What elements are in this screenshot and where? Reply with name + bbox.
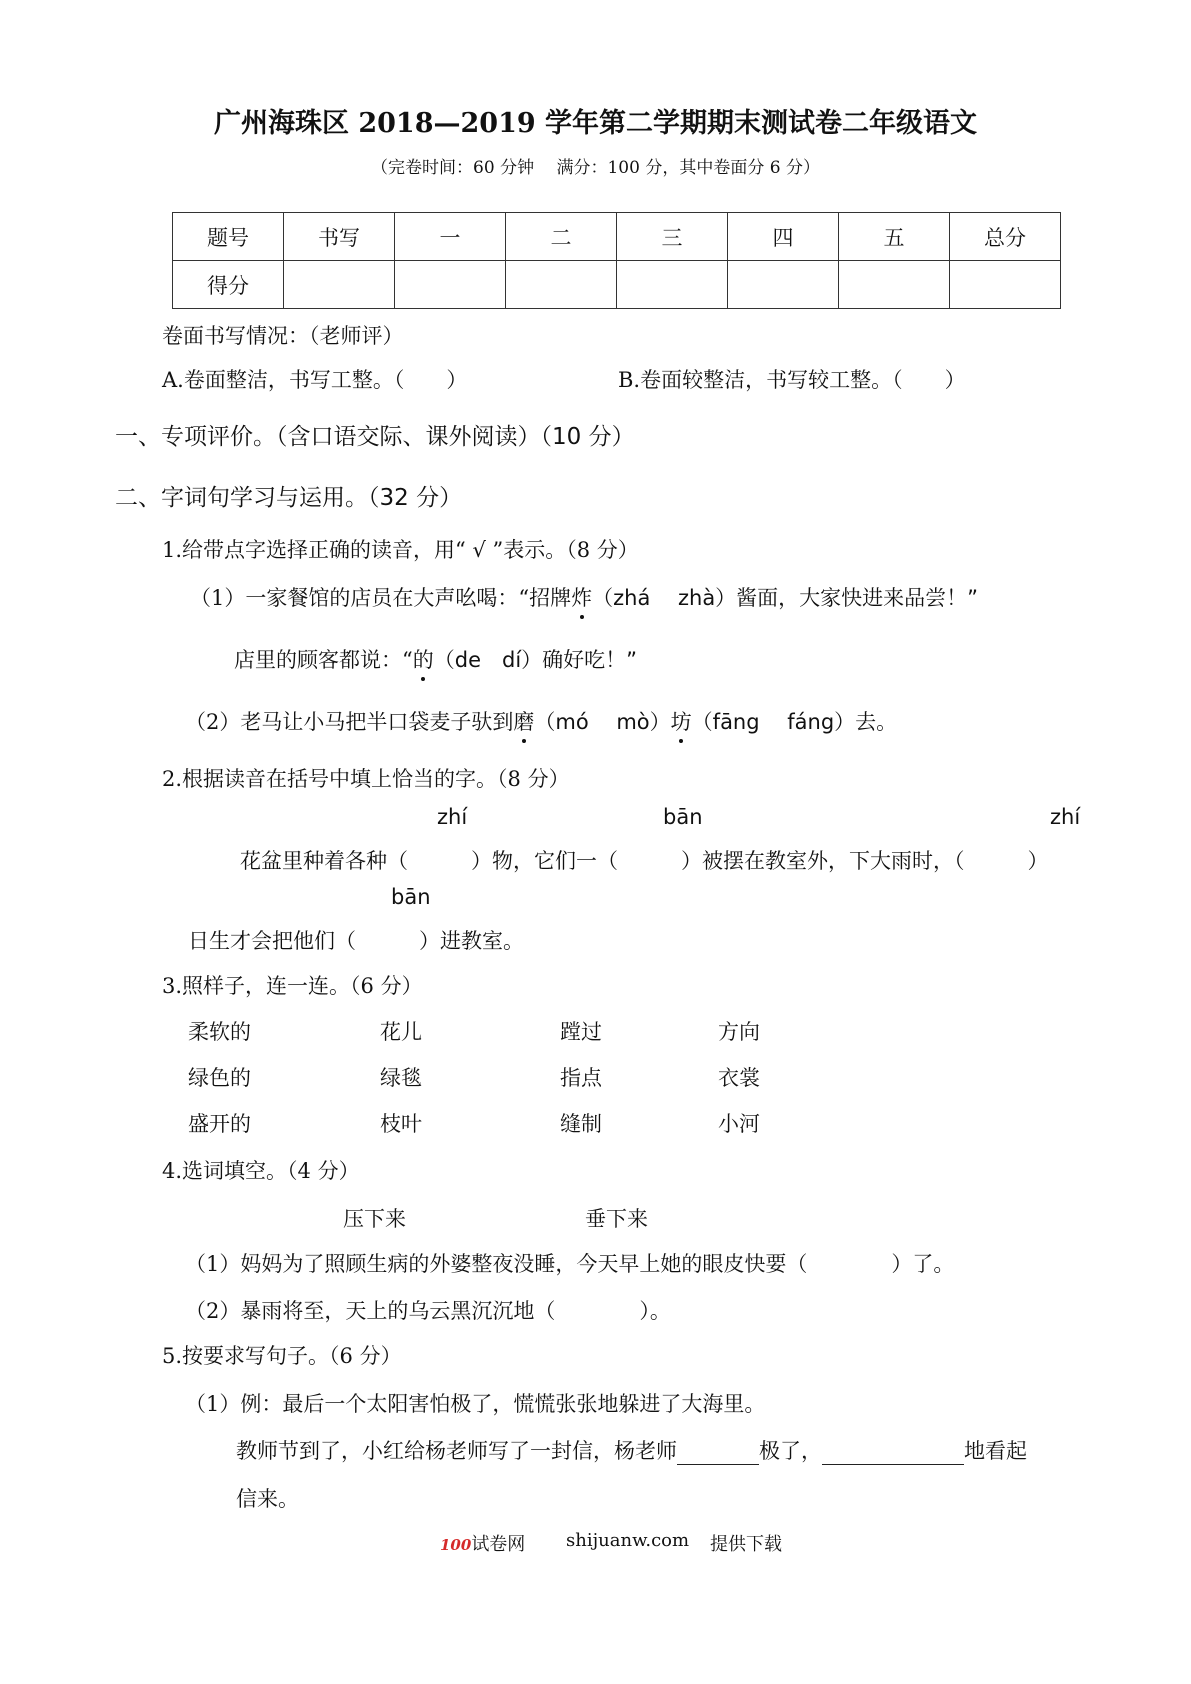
section-1-heading: 一、专项评价。（含口语交际、课外阅读）（10 分） (115, 424, 635, 450)
footer-note: 提供下载 (710, 1534, 782, 1555)
score-cell-empty (395, 261, 506, 309)
text: 极了， (759, 1439, 822, 1463)
score-cell-empty (728, 261, 839, 309)
neatness-option-b: B.卷面较整洁，书写较工整。（ ） (618, 368, 966, 392)
text: 教师节到了，小红给杨老师写了一封信，杨老师 (236, 1439, 677, 1463)
logo-text: 试卷网 (471, 1534, 526, 1555)
logo-icon: 100 (440, 1536, 472, 1554)
question-1-title: 1.给带点字选择正确的读音，用“ √ ”表示。（8 分） (162, 538, 639, 562)
score-table (172, 212, 1061, 309)
table-header-row (173, 213, 1061, 261)
answer-blank[interactable] (822, 1442, 964, 1465)
match-word: 衣裳 (718, 1066, 760, 1090)
text: 店里的顾客都说：“ (234, 648, 413, 672)
neatness-label: 卷面书写情况：（老师评） (162, 324, 404, 348)
section-2-heading: 二、字词句学习与运用。（32 分） (115, 485, 463, 511)
question-3-title: 3.照样子，连一连。（6 分） (162, 974, 423, 998)
page-title: 广州海珠区 2018—2019 学年第二学期期末测试卷二年级语文 (213, 108, 978, 139)
match-word: 缝制 (560, 1112, 602, 1136)
match-word: 柔软的 (188, 1020, 251, 1044)
dotted-char: 磨 (513, 706, 534, 736)
match-word: 绿毯 (380, 1066, 422, 1090)
dotted-char: 的 (413, 644, 434, 674)
question-1-item-1-line2 (234, 644, 637, 674)
question-1-item-2 (185, 706, 897, 736)
neatness-option-a: A.卷面整洁，书写工整。（ ） (162, 368, 468, 392)
question-5-example: （1）例：最后一个太阳害怕极了，慌慌张张地躲进了大海里。 (185, 1392, 766, 1416)
word-choice: 垂下来 (585, 1207, 648, 1231)
score-cell-empty (839, 261, 950, 309)
match-word: 指点 (560, 1066, 602, 1090)
pinyin-label: bān (391, 885, 431, 909)
question-2-line-1: 花盆里种着各种（ ）物，它们一（ ）被摆在教室外，下大雨时，（ ） (240, 849, 1049, 873)
text: （fāng fáng）去。 (691, 710, 898, 734)
dotted-char: 炸 (571, 582, 592, 612)
score-cell-empty (950, 261, 1061, 309)
table-cell: 四 (728, 213, 839, 261)
text: （zhá zhà）酱面，大家快进来品尝！” (592, 586, 979, 610)
match-word: 枝叶 (380, 1112, 422, 1136)
question-4-title: 4.选词填空。（4 分） (162, 1159, 360, 1183)
text: （mó mò） (534, 710, 671, 734)
pinyin-label: zhí (437, 805, 468, 829)
pinyin-label: zhí (1050, 805, 1081, 829)
question-4-item-1: （1）妈妈为了照顾生病的外婆整夜没睡，今天早上她的眼皮快要（ ）了。 (185, 1252, 955, 1276)
question-2-title: 2.根据读音在括号中填上恰当的字。（8 分） (162, 767, 570, 791)
table-cell: 得分 (173, 261, 284, 309)
footer-site: shijuanw.com (566, 1530, 690, 1551)
question-4-item-2: （2）暴雨将至，天上的乌云黑沉沉地（ ）。 (185, 1299, 671, 1323)
exam-info: （完卷时间：60 分钟 满分：100 分，其中卷面分 6 分） (371, 158, 820, 178)
match-word: 方向 (718, 1020, 760, 1044)
text: （1）一家餐馆的店员在大声吆喝：“招牌 (190, 586, 572, 610)
table-row-score (173, 261, 1061, 309)
match-word: 蹚过 (560, 1020, 602, 1044)
text: （2）老马让小马把半口袋麦子驮到 (185, 710, 514, 734)
word-choice: 压下来 (343, 1207, 406, 1231)
match-word: 小河 (718, 1112, 760, 1136)
question-1-item-1 (190, 582, 978, 612)
table-cell: 三 (617, 213, 728, 261)
footer-logo (440, 1530, 525, 1556)
dotted-char: 坊 (671, 706, 692, 736)
table-cell: 总分 (950, 213, 1061, 261)
pinyin-label: bān (663, 805, 703, 829)
text: （de dí）确好吃！” (433, 648, 638, 672)
text: 地看起 (964, 1439, 1027, 1463)
question-5-fill-line (236, 1435, 1027, 1465)
table-cell: 一 (395, 213, 506, 261)
table-cell: 二 (506, 213, 617, 261)
score-cell-empty (506, 261, 617, 309)
question-2-line-2: 日生才会把他们（ ）进教室。 (188, 929, 524, 953)
table-cell: 书写 (284, 213, 395, 261)
match-word: 花儿 (380, 1020, 422, 1044)
table-cell: 题号 (173, 213, 284, 261)
question-5-title: 5.按要求写句子。（6 分） (162, 1344, 402, 1368)
match-word: 绿色的 (188, 1066, 251, 1090)
answer-blank[interactable] (677, 1442, 759, 1465)
score-cell-empty (284, 261, 395, 309)
question-5-fill-line-2: 信来。 (236, 1487, 299, 1511)
table-cell: 五 (839, 213, 950, 261)
score-cell-empty (617, 261, 728, 309)
match-word: 盛开的 (188, 1112, 251, 1136)
